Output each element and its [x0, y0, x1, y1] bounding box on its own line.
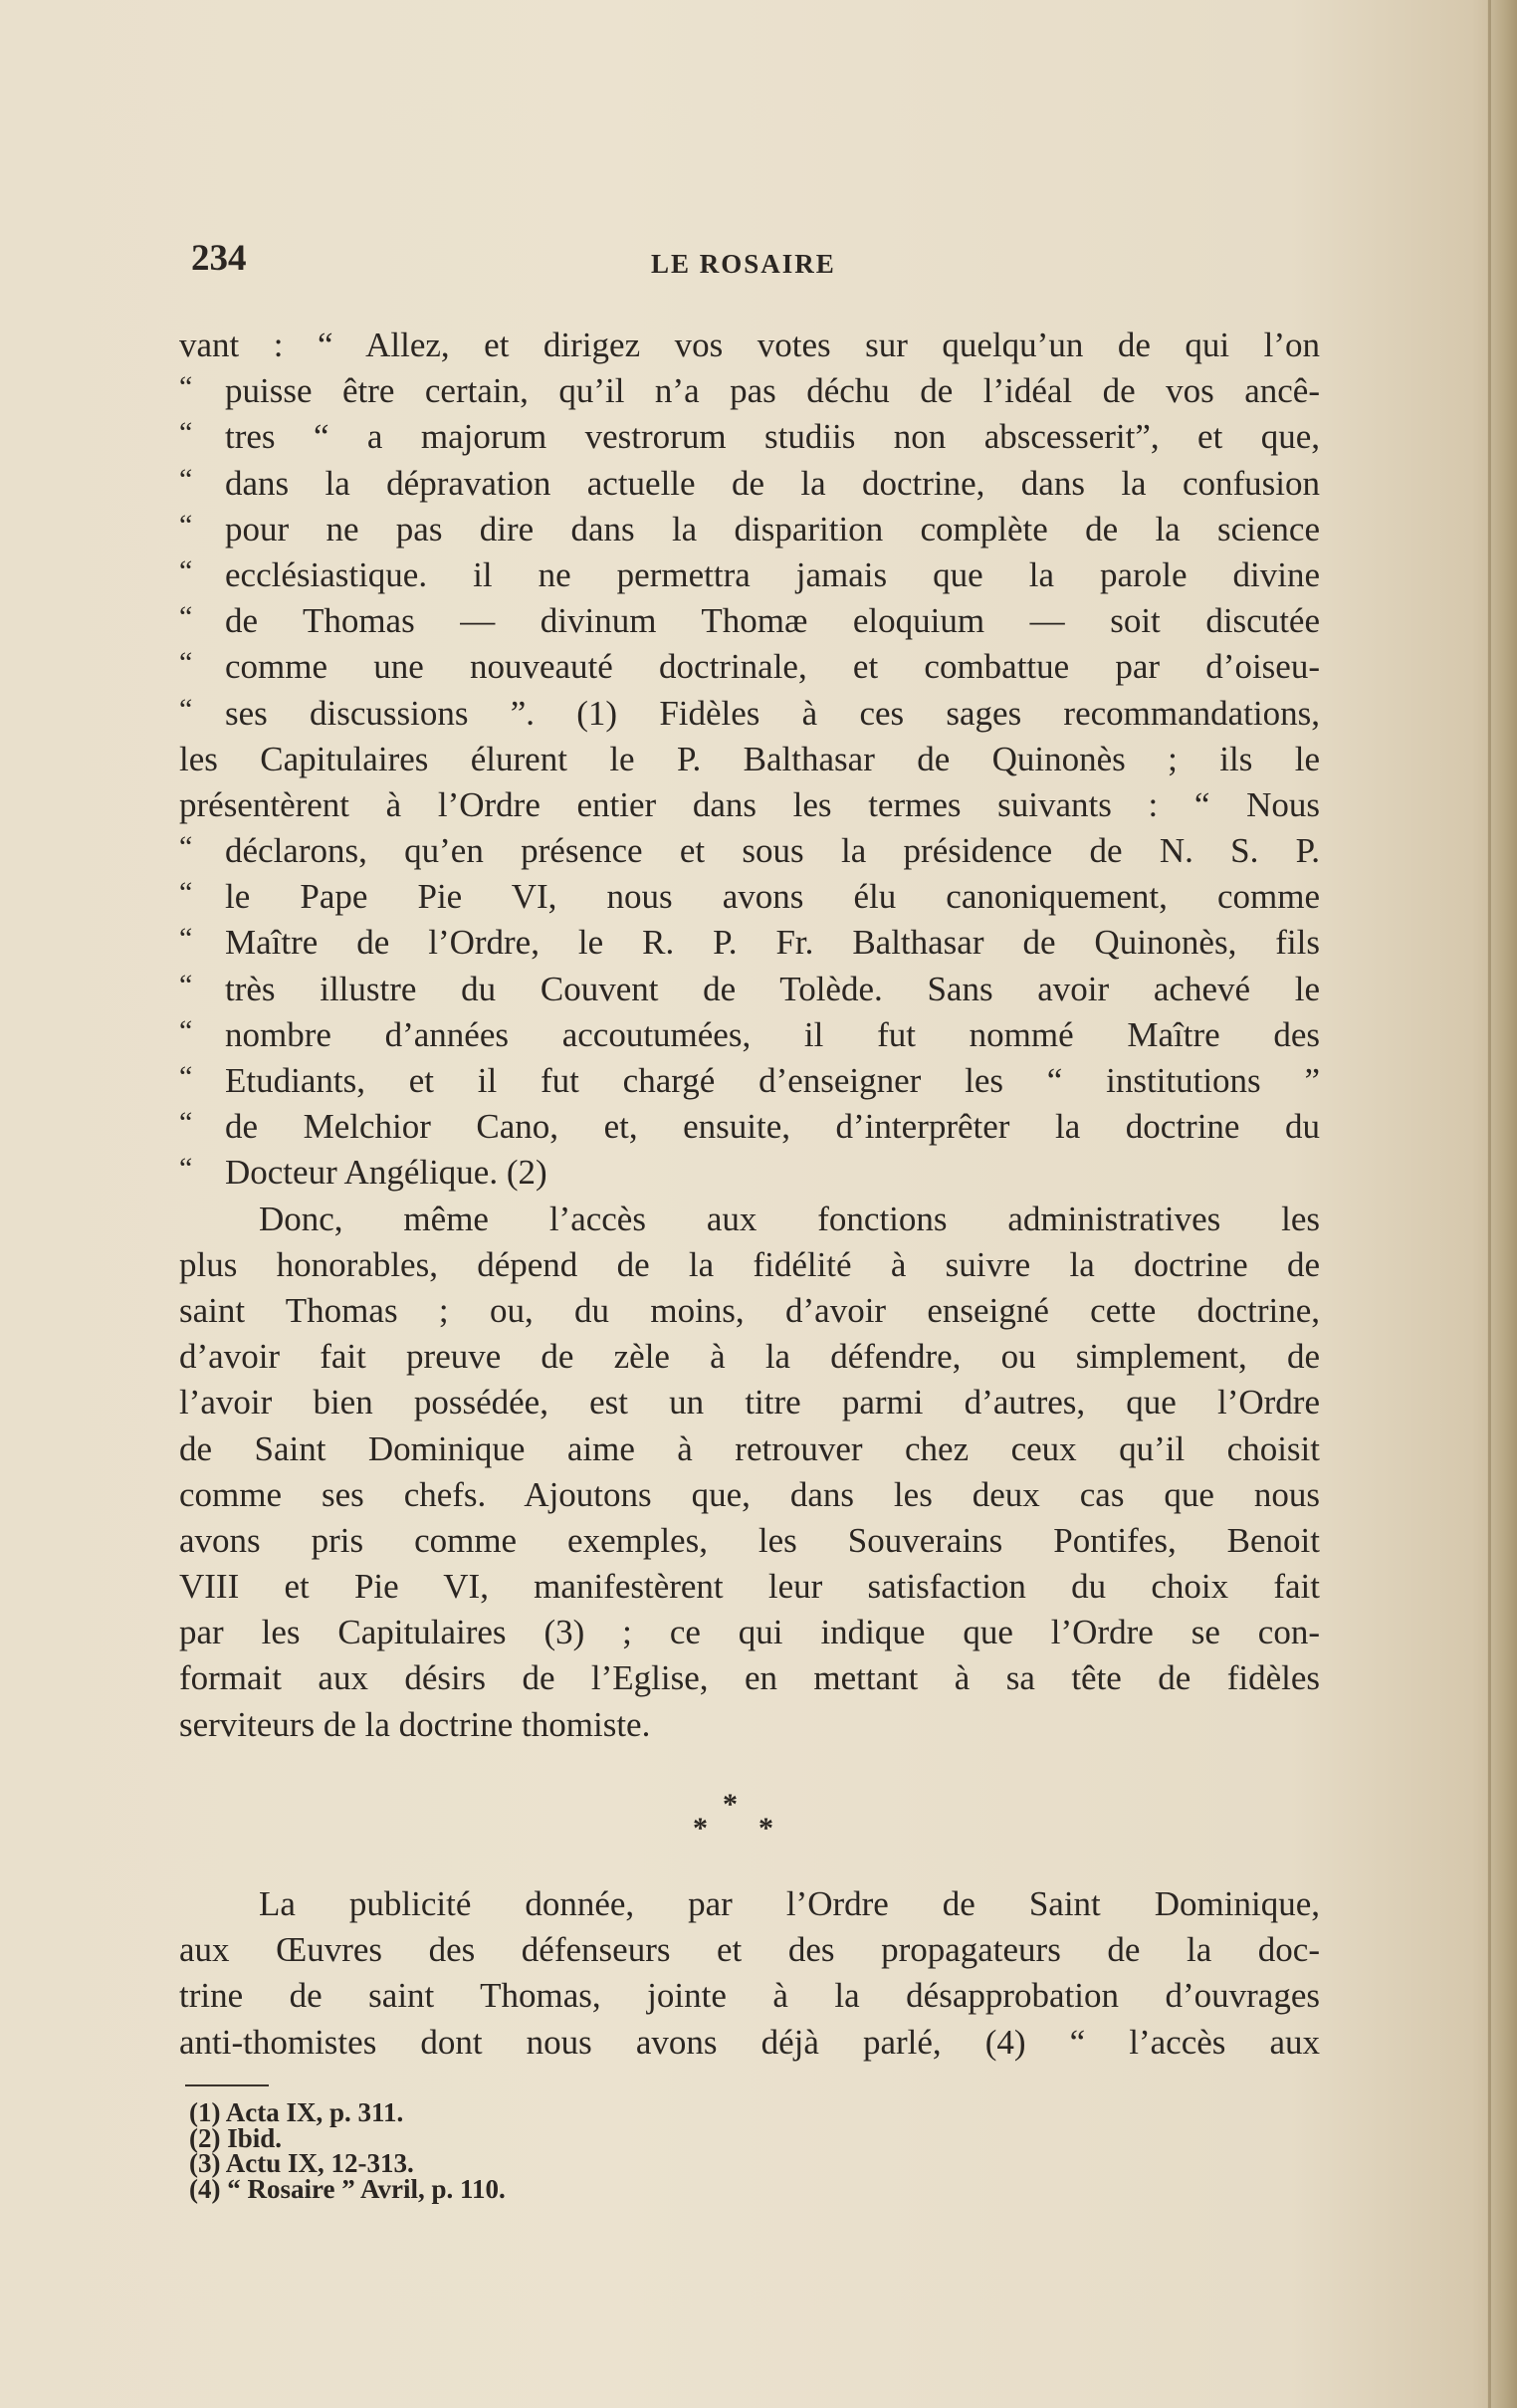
page-header — [0, 237, 1517, 297]
running-head: LE ROSAIRE — [651, 249, 836, 279]
text-line: présentèrent à l’Ordre entier dans les termes suivants : “ Nous — [179, 784, 1320, 824]
text-line: “ de Thomas — divinum Thomæ eloquium — soit discutée — [179, 598, 1320, 644]
asterisk-icon: * — [758, 1812, 773, 1845]
text-line: l’avoir bien possédée, est un titre parmi d’autres, que l’Ordre — [179, 1383, 1320, 1423]
quote-mark: “ — [179, 692, 193, 726]
text-line: “ tres “ a majorum vestrorum studiis non abscesserit”, et que, — [179, 414, 1320, 460]
text-line: plus honorables, dépend de la fidélité à suivre la doctrine de — [179, 1244, 1320, 1284]
text-line: avons pris comme exemples, les Souverains Pontifes, Benoit — [179, 1520, 1320, 1560]
quote-mark: “ — [179, 830, 193, 864]
quote-mark: “ — [179, 508, 193, 542]
footnote: (1) Acta IX, p. 311. — [189, 2097, 404, 2127]
text-line: La publicité donnée, par l’Ordre de Saint Dominique, — [259, 1884, 1320, 1923]
quote-mark: “ — [179, 416, 193, 450]
text-line: comme ses chefs. Ajoutons que, dans les deux cas que nous — [179, 1474, 1320, 1514]
text-line: “ très illustre du Couvent de Tolède. Sans avoir achevé le — [179, 967, 1320, 1012]
footnote-rule — [185, 2084, 269, 2086]
text-line: “ Docteur Angélique. (2) — [179, 1150, 1320, 1196]
quote-mark: “ — [179, 1060, 193, 1093]
text-line: aux Œuvres des défenseurs et des propagateurs de la doc- — [179, 1930, 1320, 1970]
text-line: “ ses discussions ”. (1) Fidèles à ces sages recommandations, — [179, 691, 1320, 737]
quote-mark: “ — [179, 646, 193, 680]
text-line: d’avoir fait preuve de zèle à la défendre, ou simplement, de — [179, 1337, 1320, 1377]
text-line: les Capitulaires élurent le P. Balthasar de Quinonès ; ils le — [179, 739, 1320, 778]
text-line: “ dans la dépravation actuelle de la doctrine, dans la confusion — [179, 461, 1320, 507]
quote-mark: “ — [179, 370, 193, 404]
footnotes — [189, 2097, 506, 2204]
text-line: vant : “ Allez, et dirigez vos votes sur quelqu’un de qui l’on — [179, 326, 1320, 364]
text-line: “ Etudiants, et il fut chargé d’enseigner les “ institutions ” — [179, 1058, 1320, 1104]
text-line: Donc, même l’accès aux fonctions administratives les — [259, 1199, 1320, 1238]
text-line: “ nombre d’années accoutumées, il fut nommé Maître des — [179, 1012, 1320, 1058]
paragraph-1 — [179, 323, 1320, 1748]
text-line: “ déclarons, qu’en présence et sous la présidence de N. S. P. — [179, 828, 1320, 874]
quote-mark: “ — [179, 876, 193, 910]
asterisk-icon: * — [693, 1812, 708, 1845]
quote-mark: “ — [179, 553, 193, 587]
text-line: de Saint Dominique aime à retrouver chez ceux qu’il choisit — [179, 1428, 1320, 1468]
text-line: “ de Melchior Cano, et, ensuite, d’interprêter la doctrine du — [179, 1104, 1320, 1150]
quote-mark: “ — [179, 1106, 193, 1140]
text-line: “ ecclésiastique. il ne permettra jamais que la parole divine — [179, 552, 1320, 598]
quote-mark: “ — [179, 968, 193, 1001]
page-number: 234 — [191, 238, 247, 279]
text-line: formait aux désirs de l’Eglise, en mettant à sa tête de fidèles — [179, 1658, 1320, 1698]
section-separator — [687, 1788, 786, 1848]
text-line: trine de saint Thomas, jointe à la désapprobation d’ouvrages — [179, 1976, 1320, 2016]
text-line: “ Maître de l’Ordre, le R. P. Fr. Balthasar de Quinonès, fils — [179, 920, 1320, 966]
text-line: “ comme une nouveauté doctrinale, et combattue par d’oiseu- — [179, 644, 1320, 690]
text-line: par les Capitulaires (3) ; ce qui indique que l’Ordre se con- — [179, 1613, 1320, 1652]
text-line: saint Thomas ; ou, du moins, d’avoir enseigné cette doctrine, — [179, 1290, 1320, 1330]
quote-mark: “ — [179, 1013, 193, 1047]
quote-mark: “ — [179, 922, 193, 956]
text-line: VIII et Pie VI, manifestèrent leur satisfaction du choix fait — [179, 1567, 1320, 1607]
text-line: anti-thomistes dont nous avons déjà parlé, (4) “ l’accès aux — [179, 2022, 1320, 2062]
footnote: (3) Actu IX, 12-313. — [189, 2148, 414, 2178]
quote-mark: “ — [179, 600, 193, 634]
text-line: “ pour ne pas dire dans la disparition complète de la science — [179, 507, 1320, 552]
paragraph-3 — [179, 1881, 1320, 2066]
footnote: (2) Ibid. — [189, 2122, 283, 2153]
asterisk-icon: * — [723, 1788, 738, 1821]
text-line: serviteurs de la doctrine thomiste. — [179, 1704, 651, 1744]
footnote: (4) “ Rosaire ” Avril, p. 110. — [189, 2173, 506, 2204]
text-line: “ puisse être certain, qu’il n’a pas déchu de l’idéal de vos ancê- — [179, 368, 1320, 414]
text-line: “ le Pape Pie VI, nous avons élu canoniquement, comme — [179, 874, 1320, 920]
page-edge — [1487, 0, 1517, 2408]
quote-mark: “ — [179, 1152, 193, 1186]
quote-mark: “ — [179, 462, 193, 496]
page-edge-line — [1488, 0, 1491, 2408]
